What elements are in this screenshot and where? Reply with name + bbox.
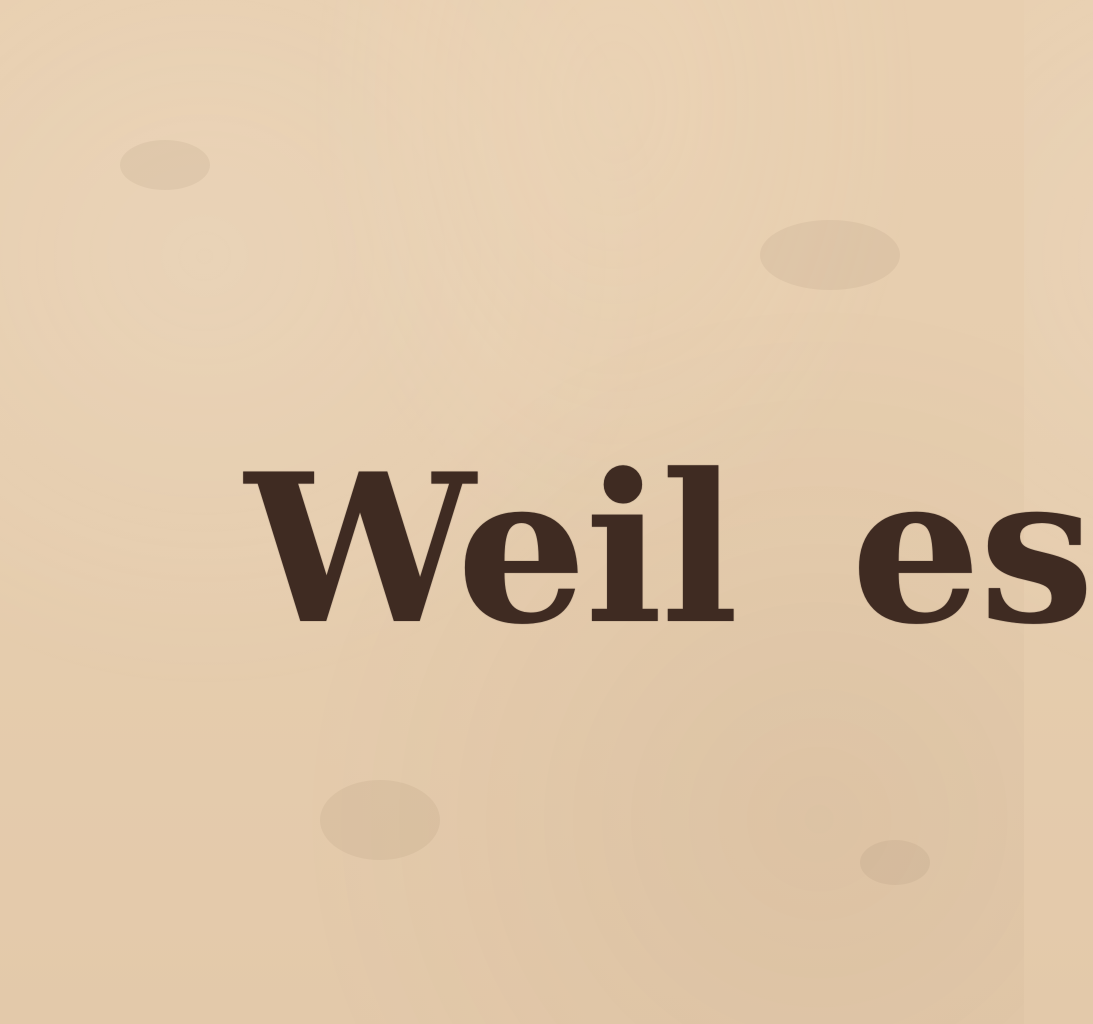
paper-speck bbox=[320, 780, 440, 860]
word-es: es bbox=[850, 430, 1093, 670]
paper-speck bbox=[120, 140, 210, 190]
word-weil: Weil bbox=[245, 430, 737, 670]
text-line bbox=[245, 420, 1093, 680]
paper-speck bbox=[860, 840, 930, 885]
paper-speck bbox=[760, 220, 900, 290]
